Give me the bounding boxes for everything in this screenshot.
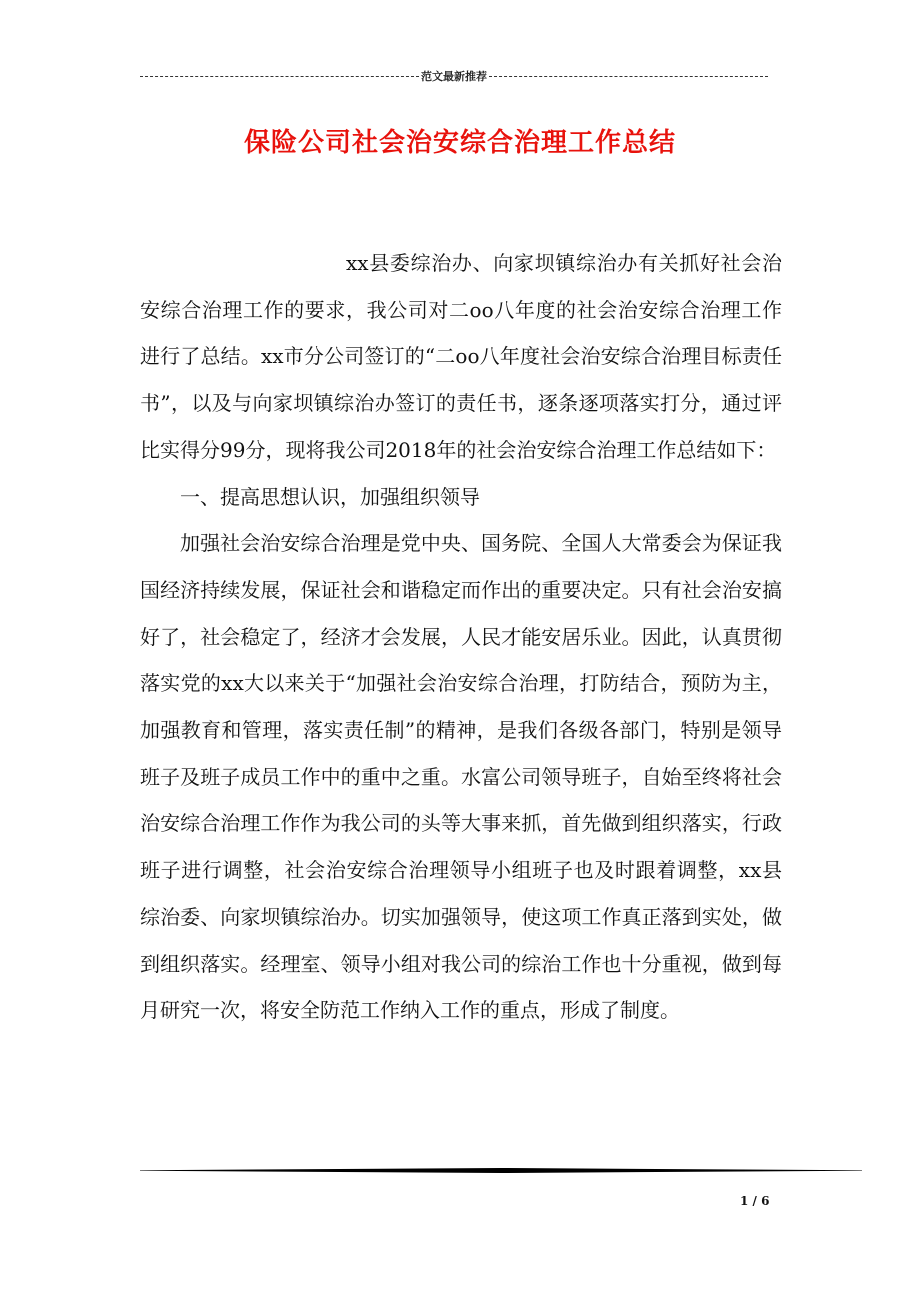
header-label: 范文最新推荐 — [421, 70, 487, 83]
page-header — [140, 68, 768, 84]
section-heading: 一、提高思想认识，加强组织领导 — [180, 484, 480, 509]
header-dash-right — [489, 76, 768, 77]
intro-paragraph: xx县委综治办、向家坝镇综治办有关抓好社会治安综合治理工作的要求，我公司对二oo八年度的社会治安综合治理工作进行了总结。xx市分公司签订的“二oo八年度社会治安综合治理目标责任书”，以及与向家坝镇综治办签订的责任书，逐条逐项落实打分，通过评比实得分99分，现将我公司2018年的社会治安综合治理工作总结如下： — [140, 251, 782, 462]
page-number: 1 / 6 — [740, 1194, 770, 1208]
document-body — [140, 240, 782, 1034]
body-paragraph: 加强社会治安综合治理是党中央、国务院、全国人大常委会为保证我国经济持续发展，保证社会和谐稳定而作出的重要决定。只有社会治安搞好了，社会稳定了，经济才会发展，人民才能安居乐业。因此，认真贯彻落实党的xx大以来关于“加强社会治安综合治理，打防结合，预防为主，加强教育和管理，落实责任制”的精神，是我们各级各部门，特别是领导班子及班子成员工作中的重中之重。水富公司领导班子，自始至终将社会治安综合治理工作作为我公司的头等大事来抓，首先做到组织落实，行政班子进行调整，社会治安综合治理领导小组班子也及时跟着调整，xx县综治委、向家坝镇综治办。切实加强领导，使这项工作真正落到实处，做到组织落实。经理室、领导小组对我公司的综治工作也十分重视，做到每月研究一次，将安全防范工作纳入工作的重点，形成了制度。 — [140, 531, 782, 1023]
document-title: 保险公司社会治安综合治理工作总结 — [243, 128, 676, 158]
footer-rule — [140, 1168, 862, 1173]
header-dash-left — [140, 76, 419, 77]
